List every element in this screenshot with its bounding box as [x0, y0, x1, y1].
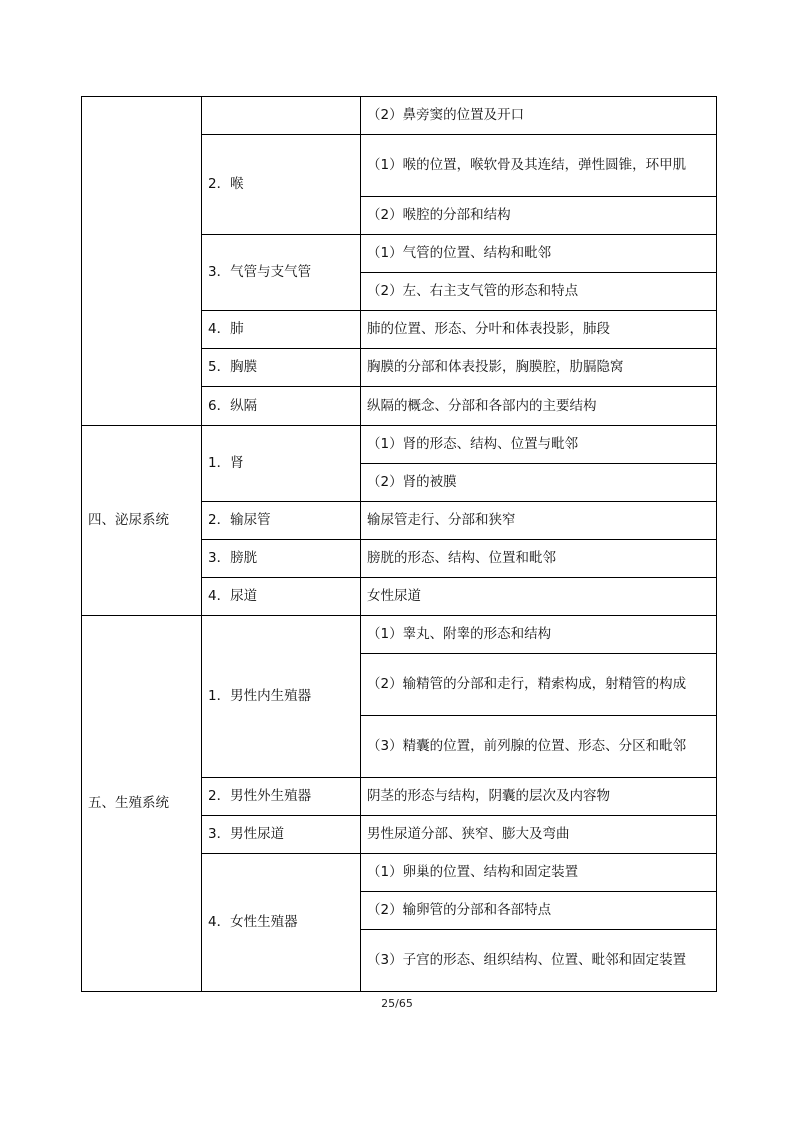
- unit-cell: 4．女性生殖器: [202, 854, 361, 992]
- point-cell: （1）睾丸、附睾的形态和结构: [361, 616, 717, 654]
- syllabus-table: [81, 96, 717, 992]
- point-cell: （2）左、右主支气管的形态和特点: [361, 273, 717, 311]
- unit-cell: 2．喉: [202, 135, 361, 235]
- point-cell: 胸膜的分部和体表投影，胸膜腔，肋膈隐窝: [361, 349, 717, 387]
- table-row: [82, 97, 717, 135]
- unit-cell: 4．肺: [202, 311, 361, 349]
- unit-cell: 2．输尿管: [202, 502, 361, 540]
- point-cell: （2）肾的被膜: [361, 464, 717, 502]
- page-number: 25/65: [381, 997, 413, 1010]
- point-cell: （1）卵巢的位置、结构和固定装置: [361, 854, 717, 892]
- point-cell: （2）输精管的分部和走行，精索构成，射精管的构成: [361, 654, 717, 716]
- unit-cell: 3．气管与支气管: [202, 235, 361, 311]
- point-cell: 阴茎的形态与结构，阴囊的层次及内容物: [361, 778, 717, 816]
- point-cell: 女性尿道: [361, 578, 717, 616]
- point-cell: （2）输卵管的分部和各部特点: [361, 892, 717, 930]
- unit-cell: 4．尿道: [202, 578, 361, 616]
- unit-cell-empty: [202, 97, 361, 135]
- unit-cell: 1．男性内生殖器: [202, 616, 361, 778]
- point-cell: （1）气管的位置、结构和毗邻: [361, 235, 717, 273]
- unit-cell: 5．胸膜: [202, 349, 361, 387]
- point-cell: （3）精囊的位置，前列腺的位置、形态、分区和毗邻: [361, 716, 717, 778]
- point-cell: （2）喉腔的分部和结构: [361, 197, 717, 235]
- unit-cell: 1．肾: [202, 426, 361, 502]
- unit-cell: 3．男性尿道: [202, 816, 361, 854]
- point-cell: （3）子宫的形态、组织结构、位置、毗邻和固定装置: [361, 930, 717, 992]
- point-cell: 男性尿道分部、狭窄、膨大及弯曲: [361, 816, 717, 854]
- unit-cell: 6．纵隔: [202, 387, 361, 426]
- point-cell: （1）喉的位置，喉软骨及其连结，弹性圆锥，环甲肌: [361, 135, 717, 197]
- unit-cell: 2．男性外生殖器: [202, 778, 361, 816]
- system-cell: 五、生殖系统: [82, 616, 202, 992]
- table-row: [82, 616, 717, 654]
- point-cell: 膀胱的形态、结构、位置和毗邻: [361, 540, 717, 578]
- point-cell: 纵隔的概念、分部和各部内的主要结构: [361, 387, 717, 426]
- point-cell: （2）鼻旁窦的位置及开口: [361, 97, 717, 135]
- system-cell: 四、泌尿系统: [82, 426, 202, 616]
- table-row: [82, 426, 717, 464]
- system-cell-respiratory-continued: [82, 97, 202, 426]
- point-cell: （1）肾的形态、结构、位置与毗邻: [361, 426, 717, 464]
- unit-cell: 3．膀胱: [202, 540, 361, 578]
- point-cell: 肺的位置、形态、分叶和体表投影，肺段: [361, 311, 717, 349]
- point-cell: 输尿管走行、分部和狭窄: [361, 502, 717, 540]
